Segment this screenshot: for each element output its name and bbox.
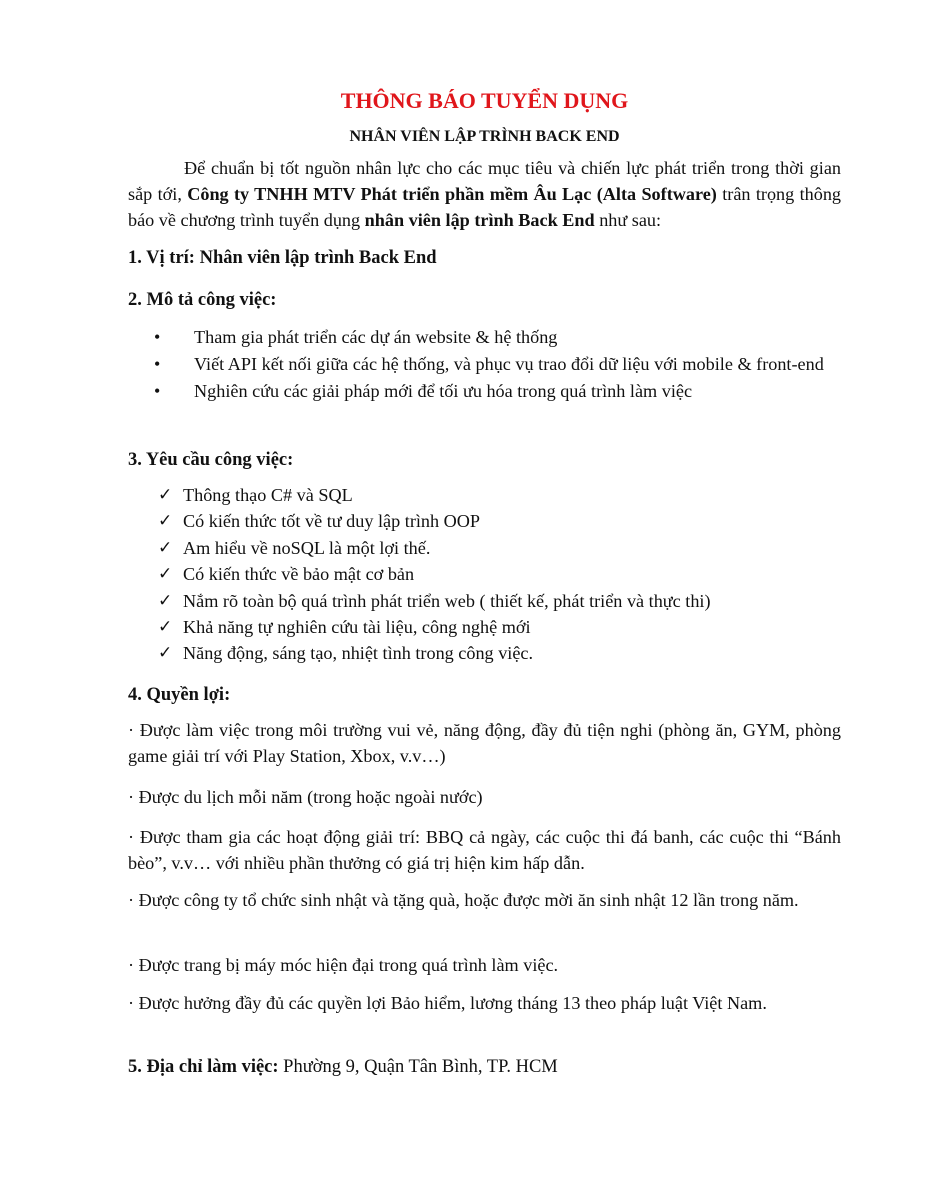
requirement-item-text: Có kiến thức về bảo mật cơ bản xyxy=(183,564,415,585)
intro-company: Công ty TNHH MTV Phát triển phần mềm Âu Lạc (Alta Software) xyxy=(187,184,717,204)
benefit-item: · Được du lịch mỗi năm (trong hoặc ngoài nước) xyxy=(128,787,483,807)
list-item xyxy=(128,588,841,614)
bullet-icon: • xyxy=(154,381,161,401)
page-title: THÔNG BÁO TUYỂN DỤNG xyxy=(340,88,629,113)
list-item xyxy=(128,640,841,666)
list-item xyxy=(128,324,841,351)
intro-text-1: Để chuẩn bị tốt nguồn nhân lực cho các mục tiêu và chiến lực phát triển trong thời gian sắp tới, xyxy=(128,158,841,204)
list-item xyxy=(128,535,841,561)
intro-text-2: trân trọng thông báo về chương trình tuyển dụng xyxy=(128,184,842,230)
benefit-item: · Được công ty tổ chức sinh nhật và tặng quà, hoặc được mời ăn sinh nhật 12 lần trong năm. xyxy=(128,890,799,910)
address-value: Phường 9, Quận Tân Bình, TP. HCM xyxy=(278,1057,558,1077)
requirement-item-text: Nắm rõ toàn bộ quá trình phát triển web ( thiết kế, phát triển và thực thi) xyxy=(183,590,711,611)
intro-paragraph xyxy=(128,155,841,233)
intro-text-3: như sau: xyxy=(594,210,662,230)
description-item-text: Tham gia phát triển các dự án website & hệ thống xyxy=(194,327,558,347)
section-benefits-heading: 4. Quyền lợi: xyxy=(128,685,231,705)
checkmark-icon: ✓ xyxy=(158,617,173,638)
requirement-item-text: Am hiểu về noSQL là một lợi thế. xyxy=(183,537,431,558)
bullet-icon: • xyxy=(154,327,161,347)
description-item-text: Nghiên cứu các giải pháp mới để tối ưu hóa trong quá trình làm việc xyxy=(194,381,693,401)
benefit-item: · Được trang bị máy móc hiện đại trong quá trình làm việc. xyxy=(128,955,559,975)
intro-position: nhân viên lập trình Back End xyxy=(364,210,595,230)
list-item xyxy=(128,561,841,587)
list-item xyxy=(128,508,841,534)
description-item-text: Viết API kết nối giữa các hệ thống, và phục vụ trao đổi dữ liệu với mobile & front-end xyxy=(194,354,824,374)
page-subtitle: NHÂN VIÊN LẬP TRÌNH BACK END xyxy=(349,128,620,145)
checkmark-icon: ✓ xyxy=(158,590,173,611)
checkmark-icon: ✓ xyxy=(158,537,173,558)
requirement-item-text: Khả năng tự nghiên cứu tài liệu, công nghệ mới xyxy=(183,617,531,638)
checkmark-icon: ✓ xyxy=(158,511,173,532)
checkmark-icon: ✓ xyxy=(158,564,173,585)
benefit-item: · Được làm việc trong môi trường vui vẻ, năng động, đầy đủ tiện nghi (phòng ăn, GYM, phòng game giải trí với Play Station, Xbox, v.v…) xyxy=(128,720,841,766)
requirements-list xyxy=(128,482,841,667)
address-label: 5. Địa chỉ làm việc: xyxy=(128,1057,279,1077)
requirement-item-text: Có kiến thức tốt về tư duy lập trình OOP xyxy=(183,511,481,532)
checkmark-icon: ✓ xyxy=(158,485,173,505)
list-item xyxy=(128,482,841,508)
section-requirements-heading: 3. Yêu cầu công việc: xyxy=(128,450,294,470)
list-item xyxy=(128,614,841,640)
list-item xyxy=(128,351,841,378)
bullet-icon: • xyxy=(154,354,161,374)
benefit-item: · Được hưởng đầy đủ các quyền lợi Bảo hiểm, lương tháng 13 theo pháp luật Việt Nam. xyxy=(128,993,767,1013)
section-description-heading: 2. Mô tả công việc: xyxy=(128,290,277,310)
section-address xyxy=(128,1054,841,1080)
section-position-heading: 1. Vị trí: Nhân viên lập trình Back End xyxy=(128,248,437,268)
requirement-item-text: Năng động, sáng tạo, nhiệt tình trong công việc. xyxy=(183,643,534,664)
checkmark-icon: ✓ xyxy=(158,643,173,664)
requirement-item-text: Thông thạo C# và SQL xyxy=(183,485,353,505)
benefit-item: · Được tham gia các hoạt động giải trí: BBQ cả ngày, các cuộc thi đá banh, các cuộc thi “Bánh bèo”, v.v… với nhiều phần thưởng có giá trị hiện kim hấp dẫn. xyxy=(128,827,841,873)
list-item xyxy=(128,378,841,405)
description-list xyxy=(128,324,841,405)
